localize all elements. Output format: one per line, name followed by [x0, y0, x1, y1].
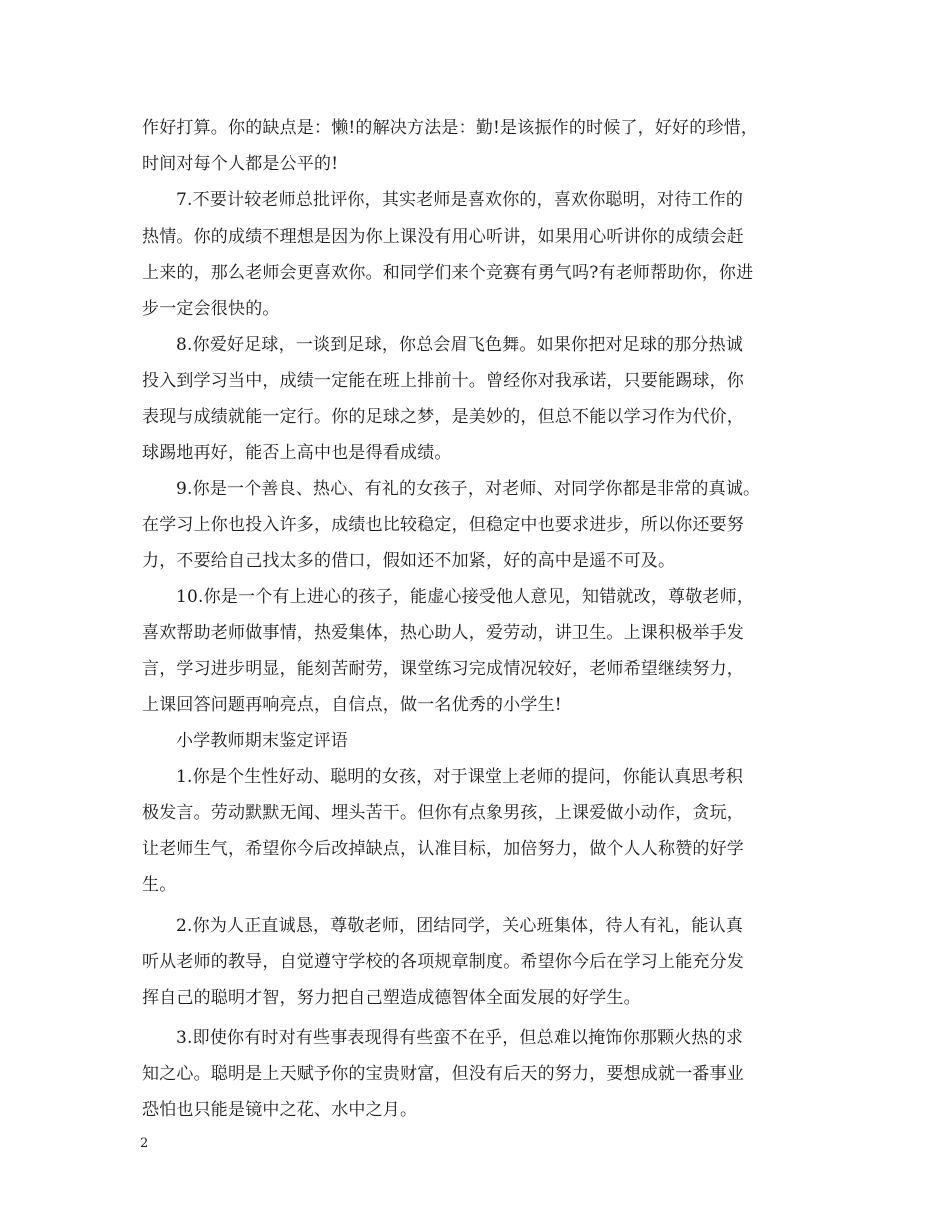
paragraph-start-line: 7.不要计较老师总批评你，其实老师是喜欢你的，喜欢你聪明，对待工作的 — [176, 190, 744, 210]
text-line: 作好打算。你的缺点是：懒!的解决方法是：勤!是该振作的时候了，好好的珍惜， — [142, 118, 759, 138]
paragraph-start-line: 2.你为人正直诚恳，尊敬老师，团结同学，关心班集体，待人有礼，能认真 — [176, 916, 744, 936]
text-line: 挥自己的聪明才智，努力把自己塑造成德智体全面发展的好学生。 — [142, 988, 641, 1008]
paragraph-start-line: 9.你是一个善良、热心、有礼的女孩子，对老师、对同学你都是非常的真诚。 — [176, 479, 761, 499]
text-line: 投入到学习当中，成绩一定能在班上排前十。曾经你对我承诺，只要能踢球，你 — [142, 371, 744, 391]
paragraph-start-line: 1.你是个生性好动、聪明的女孩，对于课堂上老师的提问，你能认真思考积 — [176, 767, 744, 787]
text-line: 让老师生气，希望你今后改掉缺点，认准目标，加倍努力，做个人人称赞的好学 — [142, 839, 744, 859]
section-heading: 小学教师期末鉴定评语 — [176, 731, 348, 751]
text-line: 喜欢帮助老师做事情，热爱集体，热心助人，爱劳动，讲卫生。上课积极举手发 — [142, 623, 744, 643]
text-line: 力，不要给自己找太多的借口，假如还不加紧，好的高中是遥不可及。 — [142, 551, 676, 571]
text-line: 上来的，那么老师会更喜欢你。和同学们来个竞赛有勇气吗?有老师帮助你，你进 — [142, 263, 754, 283]
paragraph-start-line: 10.你是一个有上进心的孩子，能虚心接受他人意见，知错就改，尊敬老师， — [176, 587, 755, 607]
text-line: 步一定会很快的。 — [142, 299, 280, 319]
text-line: 上课回答问题再响亮点，自信点，做一名优秀的小学生! — [142, 695, 562, 715]
text-line: 生。 — [142, 875, 177, 895]
text-line: 时间对每个人都是公平的! — [142, 154, 339, 174]
text-line: 极发言。劳动默默无闻、埋头苦干。但你有点象男孩，上课爱做小动作，贪玩， — [142, 803, 744, 823]
paragraph-start-line: 3.即使你有时对有些事表现得有些蛮不在乎，但总难以掩饰你那颗火热的求 — [176, 1028, 744, 1048]
text-line: 知之心。聪明是上天赋予你的宝贵财富，但没有后天的努力，要想成就一番事业 — [142, 1064, 744, 1084]
paragraph-start-line: 8.你爱好足球，一谈到足球，你总会眉飞色舞。如果你把对足球的那分热诚 — [176, 335, 744, 355]
page-number: 2 — [140, 1136, 149, 1151]
text-line: 表现与成绩就能一定行。你的足球之梦，是美妙的，但总不能以学习作为代价， — [142, 407, 744, 427]
text-line: 球踢地再好，能否上高中也是得看成绩。 — [142, 443, 452, 463]
text-line: 在学习上你也投入许多，成绩也比较稳定，但稳定中也要求进步，所以你还要努 — [142, 515, 744, 535]
text-line: 言，学习进步明显，能刻苦耐劳，课堂练习完成情况较好，老师希望继续努力， — [142, 659, 744, 679]
text-line: 热情。你的成绩不理想是因为你上课没有用心听讲，如果用心听讲你的成绩会赶 — [142, 227, 744, 247]
text-line: 恐怕也只能是镜中之花、水中之月。 — [142, 1100, 418, 1120]
text-line: 听从老师的教导，自觉遵守学校的各项规章制度。希望你今后在学习上能充分发 — [142, 952, 744, 972]
